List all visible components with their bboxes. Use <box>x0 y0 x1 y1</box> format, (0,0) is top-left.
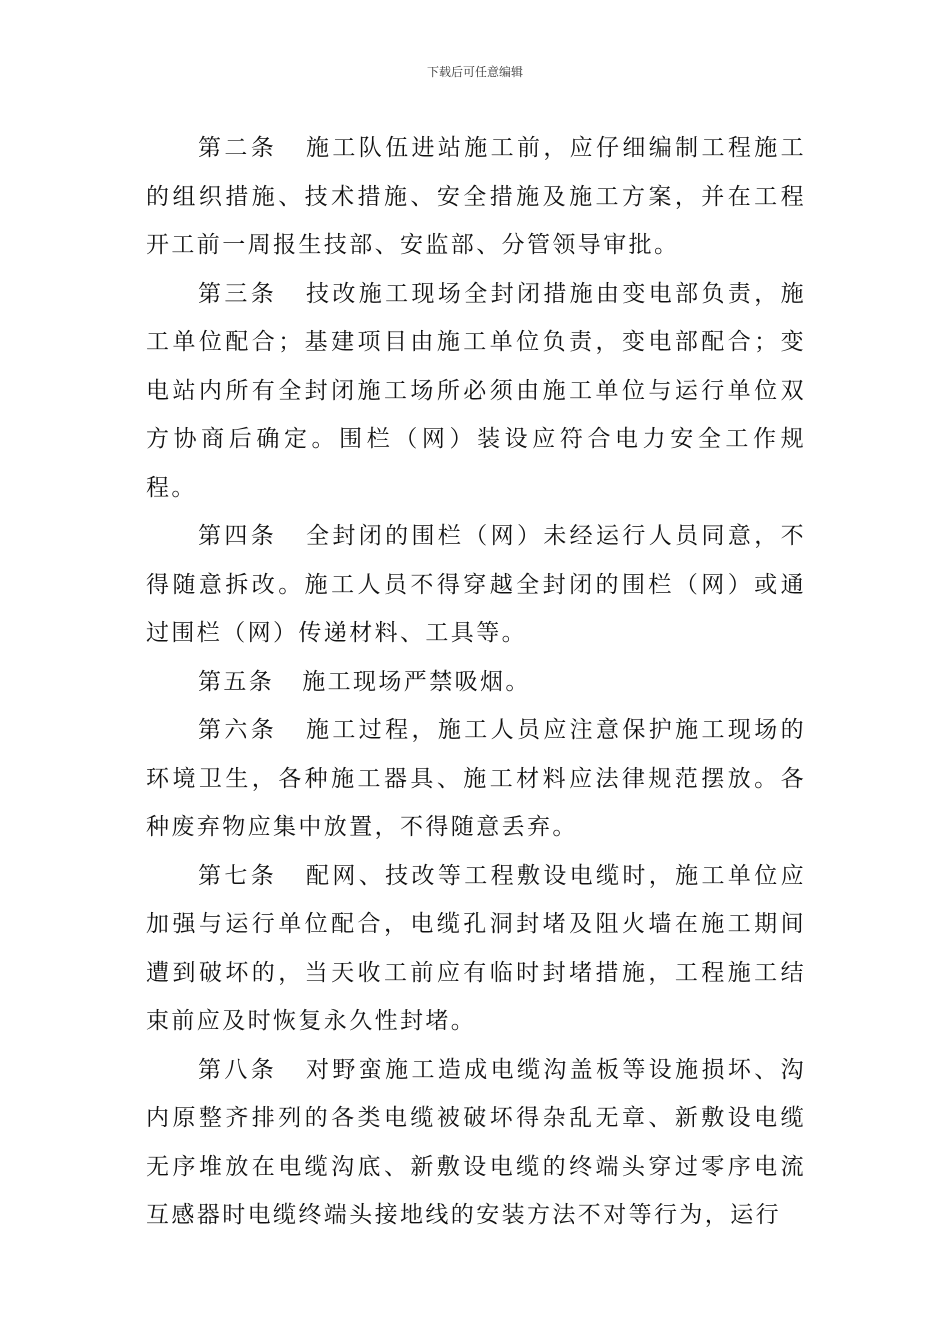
article-text: 施工现场严禁吸烟。 <box>302 668 531 695</box>
article-number: 第六条 <box>198 717 278 743</box>
article-7 <box>146 852 806 1046</box>
article-6 <box>146 706 806 852</box>
page-header: 下载后可任意编辑 <box>426 65 523 79</box>
article-text: 技改施工现场全封闭措施由变电部负责，施工单位配合；基建项目由施工单位负责，变电部配合；变电站内所有全封闭施工场所必须由施工单位与运行单位双方协商后确定。围栏（网）装设应符合电力安全工作规程。 <box>146 280 806 501</box>
article-5 <box>146 658 806 707</box>
article-text: 对野蛮施工造成电缆沟盖板等设施损坏、沟内原整齐排列的各类电缆被破坏得杂乱无章、新敷设电缆无序堆放在电缆沟底、新敷设电缆的终端头穿过零序电流互感器时电缆终端头接地线的安装方法不对等行为，运行 <box>146 1056 806 1228</box>
article-4 <box>146 512 806 658</box>
document-body <box>146 124 806 1240</box>
article-text: 配网、技改等工程敷设电缆时，施工单位应加强与运行单位配合，电缆孔洞封堵及阻火墙在施工期间遭到破坏的，当天收工前应有临时封堵措施，工程施工结束前应及时恢复永久性封堵。 <box>146 862 806 1034</box>
article-number: 第四条 <box>198 523 278 549</box>
article-8 <box>146 1046 806 1240</box>
article-number: 第二条 <box>198 135 278 161</box>
article-text: 施工队伍进站施工前，应仔细编制工程施工的组织措施、技术措施、安全措施及施工方案，并在工程开工前一周报生技部、安监部、分管领导审批。 <box>146 135 806 258</box>
article-3 <box>146 270 806 513</box>
article-2 <box>146 124 806 270</box>
article-number: 第七条 <box>198 862 278 889</box>
article-number: 第八条 <box>198 1056 278 1083</box>
article-text: 施工过程，施工人员应注意保护施工现场的环境卫生，各种施工器具、施工材料应法律规范摆放。各种废弃物应集中放置，不得随意丢弃。 <box>146 717 806 840</box>
article-number: 第三条 <box>198 280 278 307</box>
article-text: 全封闭的围栏（网）未经运行人员同意，不得随意拆改。施工人员不得穿越全封闭的围栏（网）或通过围栏（网）传递材料、工具等。 <box>146 523 806 646</box>
article-number: 第五条 <box>198 668 275 695</box>
